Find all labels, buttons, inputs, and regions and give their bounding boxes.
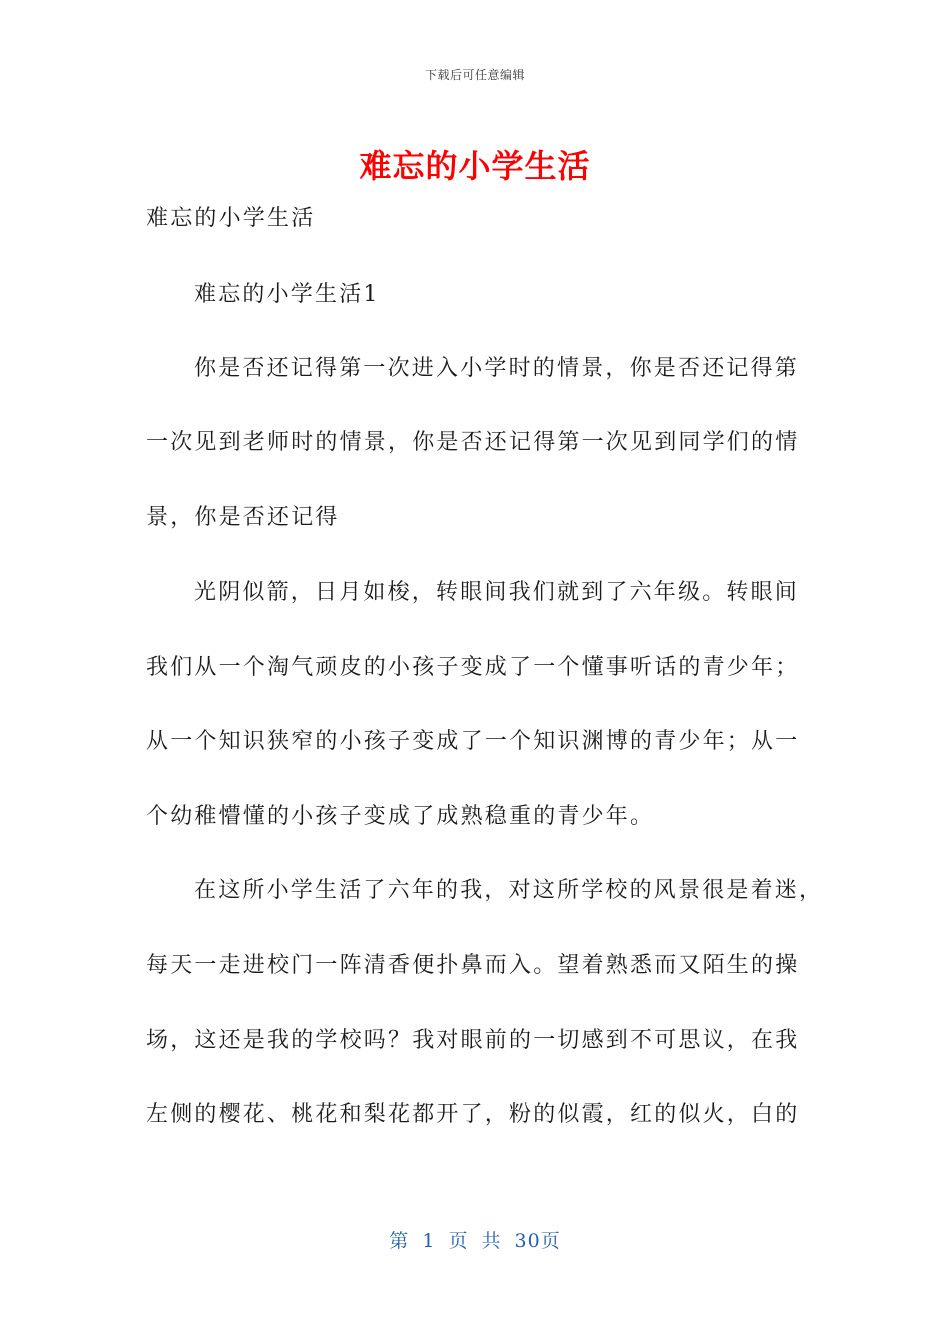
- paragraph-line: 个幼稚懵懂的小孩子变成了成熟稳重的青少年。: [146, 804, 655, 829]
- paragraph-line: 场，这还是我的学校吗？我对眼前的一切感到不可思议，在我: [146, 1028, 800, 1053]
- paragraph-line: 每天一走进校门一阵清香便扑鼻而入。望着熟悉而又陌生的操: [146, 953, 800, 978]
- paragraph-line: 在这所小学生活了六年的我，对这所学校的风景很是着迷，: [194, 878, 824, 903]
- section-heading: 难忘的小学生活1: [194, 282, 380, 307]
- document-subtitle: 难忘的小学生活: [146, 206, 316, 231]
- document-title: 难忘的小学生活: [359, 147, 591, 185]
- paragraph-line: 从一个知识狭窄的小孩子变成了一个知识渊博的青少年；从一: [146, 729, 800, 754]
- paragraph-line: 左侧的樱花、桃花和梨花都开了，粉的似霞，红的似火，白的: [146, 1102, 800, 1127]
- paragraph-line: 景，你是否还记得: [146, 505, 340, 530]
- paragraph-line: 一次见到老师时的情景，你是否还记得第一次见到同学们的情: [146, 430, 800, 455]
- paragraph-line: 你是否还记得第一次进入小学时的情景，你是否还记得第: [194, 356, 800, 381]
- header-note: 下载后可任意编辑: [424, 68, 525, 82]
- page-number-footer: 第 1 页 共 30页: [389, 1230, 561, 1252]
- paragraph-line: 光阴似箭，日月如梭，转眼间我们就到了六年级。转眼间: [194, 580, 800, 605]
- paragraph-line: 我们从一个淘气顽皮的小孩子变成了一个懂事听话的青少年；: [146, 655, 800, 680]
